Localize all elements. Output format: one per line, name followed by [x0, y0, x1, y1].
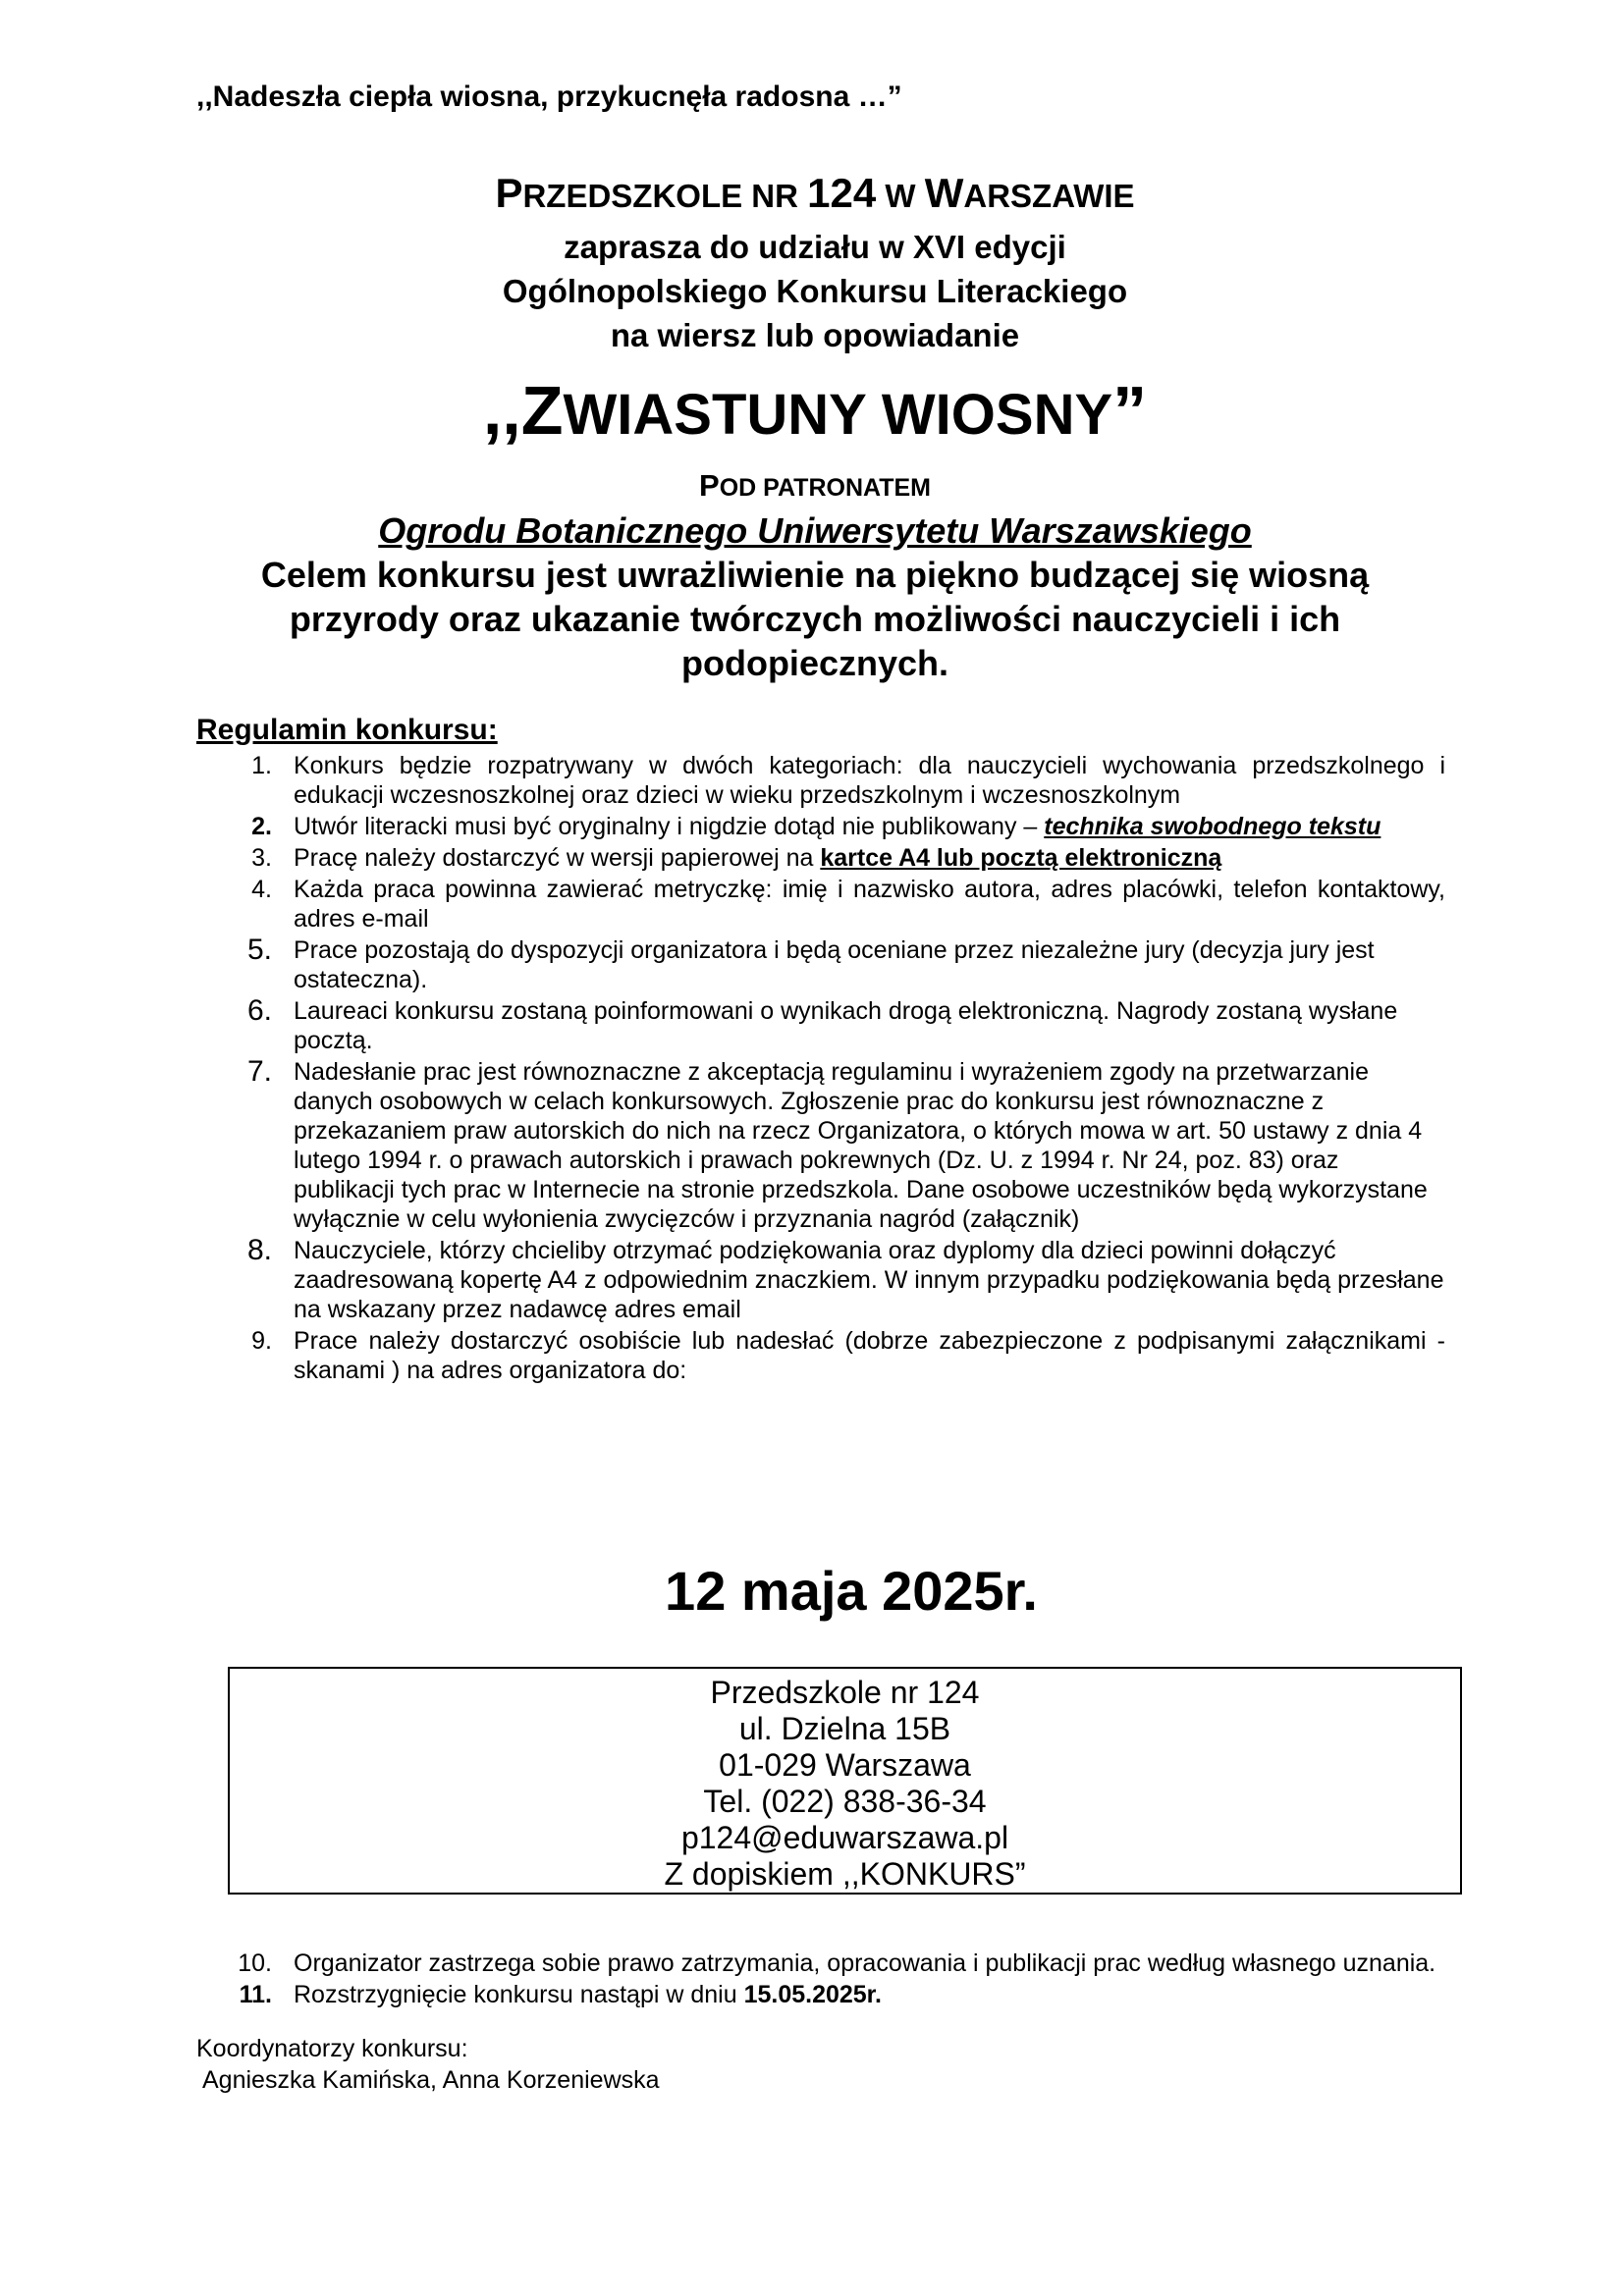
- regulation-item: [196, 843, 1445, 873]
- patron-name: Ogrodu Botanicznego Uniwersytetu Warszawskiego: [378, 510, 1252, 551]
- regulation-number: 1.: [251, 752, 272, 779]
- regulation-text-segment: Konkurs będzie rozpatrywany w dwóch kategoriach: dla nauczycieli wychowania przedszkolnego i edukacji wczesnoszkolnej oraz dzieci w wieku przedszkolnym i wczesnoszkolnym: [294, 752, 1445, 809]
- regulation-text-segment: Nadesłanie prac jest równoznaczne z akceptacją regulaminu i wyrażeniem zgody na przetwarzanie danych osobowych w celach konkursowych. Zgłoszenie prac do konkursu jest równoznaczne z przekazaniem praw autorskich do nich na rzecz Organizatora, o których mowa w art. 50 ustawy z dnia 4 lutego 1994 r. o prawach autorskich i prawach pokrewnych (Dz. U. z 1994 r. Nr 24, poz. 83) oraz publikacji tych prac w Internecie na stronie przedszkola. Dane osobowe uczestników będą wykorzystane wyłącznie w celu wyłonienia zwycięzców i przyznania nagród (załącznik): [294, 1058, 1428, 1233]
- regulation-text-segment: Każda praca powinna zawierać metryczkę: imię i nazwisko autora, adres placówki, telefon kontaktowy, adres e-mail: [294, 876, 1445, 933]
- regulation-text: [294, 1236, 1445, 1324]
- regulation-text: [294, 843, 1445, 873]
- regulation-item: [196, 875, 1445, 934]
- regulation-text: [294, 935, 1445, 994]
- regulation-item: [196, 1236, 1445, 1324]
- patronage-label: POD PATRONATEM: [699, 468, 931, 503]
- regulation-number: 11.: [239, 1981, 272, 2008]
- coordinators-names: Agnieszka Kamińska, Anna Korzeniewska: [202, 2066, 660, 2094]
- regulation-text-segment: Organizator zastrzega sobie prawo zatrzymania, opracowania i publikacji prac według własnego uznania.: [294, 1949, 1436, 1977]
- regulation-text: [294, 1949, 1445, 1978]
- regulation-text-segment: 15.05.2025r.: [743, 1981, 882, 2008]
- regulation-item: [196, 996, 1445, 1055]
- invitation-line: Ogólnopolskiego Konkursu Literackiego: [502, 273, 1128, 309]
- regulations-heading: Regulamin konkursu:: [196, 714, 498, 746]
- regulation-text-segment: kartce A4 lub pocztą elektroniczną: [820, 844, 1222, 872]
- regulation-text-segment: technika swobodnego tekstu: [1044, 813, 1381, 840]
- invitation-line: na wiersz lub opowiadanie: [610, 317, 1020, 353]
- invitation-line: zaprasza do udziału w XVI edycji: [564, 229, 1066, 265]
- aim-line: Celem konkursu jest uwrażliwienie na piękno budzącej się wiosną: [260, 555, 1370, 595]
- deadline-date: 12 maja 2025r.: [665, 1560, 1038, 1622]
- regulation-number: 7.: [246, 1055, 272, 1088]
- address-box: [228, 1667, 1462, 1895]
- regulations-list-continued: [196, 1949, 1445, 2011]
- address-line: Przedszkole nr 124: [710, 1675, 980, 1710]
- regulations-list: [196, 751, 1445, 1387]
- regulation-text-segment: Rozstrzygnięcie konkursu nastąpi w dniu: [294, 1981, 744, 2008]
- aim-line: podopiecznych.: [680, 643, 949, 683]
- address-line: ul. Dzielna 15B: [738, 1711, 951, 1746]
- regulation-text-segment: Prace pozostają do dyspozycji organizatora i będą oceniane przez niezależne jury (decyzja jury jest ostateczna).: [294, 936, 1375, 993]
- regulation-text: [294, 875, 1445, 934]
- regulation-item: [196, 1326, 1445, 1385]
- regulation-item: [196, 935, 1445, 994]
- regulation-text-segment: Prace należy dostarczyć osobiście lub nadesłać (dobrze zabezpieczone z podpisanymi załącznikami - skanami ) na adres organizatora do:: [294, 1327, 1445, 1384]
- header-block: [157, 165, 1473, 685]
- regulation-text: [294, 1326, 1445, 1385]
- address-phone: Tel. (022) 838-36-34: [703, 1784, 987, 1819]
- regulation-item: [196, 1949, 1445, 1978]
- address-line: 01-029 Warszawa: [719, 1747, 971, 1783]
- regulation-item: [196, 1980, 1445, 2009]
- regulation-text: [294, 1980, 1445, 2009]
- coordinators-label: Koordynatorzy konkursu:: [196, 2035, 468, 2062]
- contest-title: ,,ZWIASTUNY WIOSNY”: [482, 372, 1148, 449]
- regulation-text: [294, 812, 1445, 841]
- regulation-number: 9.: [251, 1327, 272, 1355]
- regulation-number: 4.: [251, 876, 272, 903]
- motto: ,,Nadeszła ciepła wiosna, przykucnęła radosna …”: [196, 80, 902, 113]
- regulation-text-segment: Pracę należy dostarczyć w wersji papierowej na: [294, 844, 821, 872]
- regulation-number: 10.: [238, 1949, 272, 1977]
- regulation-text-segment: Nauczyciele, którzy chcieliby otrzymać podziękowania oraz dyplomy dla dzieci powinni dołączyć zaadresowaną kopertę A4 z odpowiednim znaczkiem. W innym przypadku podziękowania będą przesłane na wskazany przez nadawcę adres email: [294, 1237, 1444, 1323]
- regulation-text-segment: Utwór literacki musi być oryginalny i nigdzie dotąd nie publikowany –: [294, 813, 1045, 840]
- regulation-number: 5.: [246, 934, 272, 966]
- regulation-number: 6.: [246, 994, 272, 1027]
- address-note: Z dopiskiem ,,KONKURS”: [664, 1856, 1026, 1892]
- regulation-item: [196, 751, 1445, 810]
- regulation-text: [294, 751, 1445, 810]
- school-name: PRZEDSZKOLE NR 124 W WARSZAWIE: [495, 170, 1135, 216]
- regulation-text-segment: Laureaci konkursu zostaną poinformowani o wynikach drogą elektroniczną. Nagrody zostaną wysłane pocztą.: [294, 997, 1398, 1054]
- regulation-text: [294, 1057, 1445, 1234]
- regulation-text: [294, 996, 1445, 1055]
- address-email: p124@eduwarszawa.pl: [680, 1820, 1009, 1855]
- regulation-item: [196, 1057, 1445, 1234]
- regulation-number: 3.: [251, 844, 272, 872]
- regulation-number: 2.: [251, 813, 272, 840]
- aim-line: przyrody oraz ukazanie twórczych możliwości nauczycieli i ich: [289, 599, 1341, 639]
- regulation-number: 8.: [246, 1234, 272, 1266]
- regulation-item: [196, 812, 1445, 841]
